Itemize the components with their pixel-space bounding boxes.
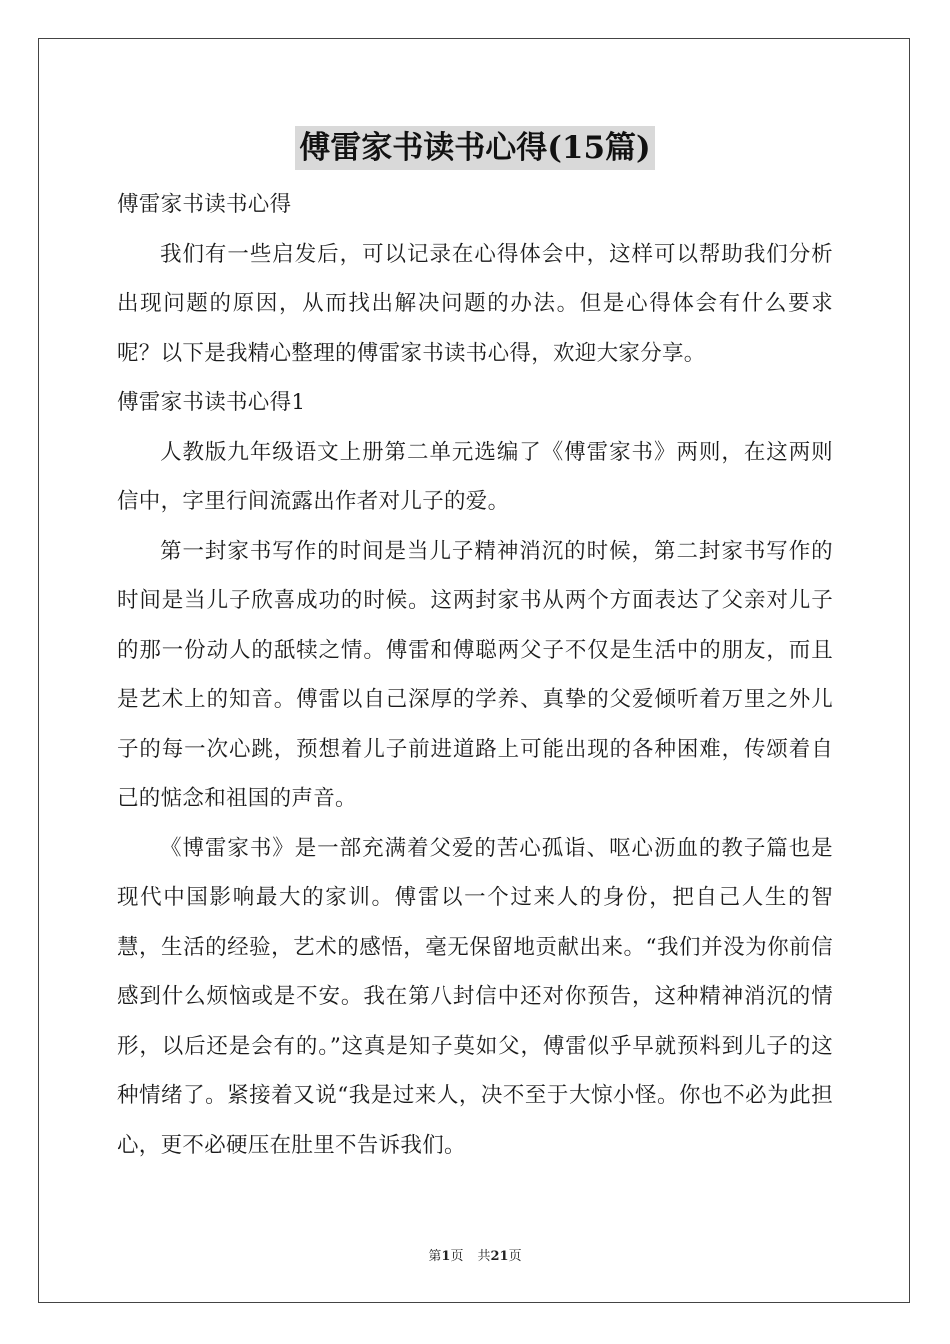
paragraph: 《博雷家书》是一部充满着父爱的苦心孤诣、呕心沥血的教子篇也是现代中国影响最大的家训。傅雷以一个过来人的身份，把自己人生的智慧，生活的经验，艺术的感悟，毫无保留地贡献出来。“我们并没为你前信感到什么烦恼或是不安。我在第八封信中还对你预告，这种精神消沉的情形，以后还是会有的。”这真是知子莫如父，傅雷似乎早就预料到儿子的这种情绪了。紧接着又说“我是过来人，决不至于大惊小怪。你也不必为此担心，更不必硬压在肚里不告诉我们。 (117, 835, 833, 1158)
page-suffix: 页 (450, 1249, 464, 1264)
total-pages: 21 (490, 1249, 509, 1264)
total-suffix: 页 (508, 1249, 522, 1264)
paragraph: 第一封家书写作的时间是当儿子精神消沉的时候，第二封家书写作的时间是当儿子欣喜成功的时候。这两封家书从两个方面表达了父亲对儿子的那一份动人的舐犊之情。傅雷和傅聪两父子不仅是生活中的朋友，而且是艺术上的知音。傅雷以自己深厚的学养、真挚的父爱倾听着万里之外儿子的每一次心跳，预想着儿子前进道路上可能出现的各种困难，传颂着自己的惦念和祖国的声音。 (117, 538, 833, 811)
page-footer (0, 1245, 950, 1264)
section-heading: 傅雷家书读书心得1 (117, 390, 306, 415)
paragraph: 人教版九年级语文上册第二单元选编了《傅雷家书》两则，在这两则信中，字里行间流露出作者对儿子的爱。 (117, 439, 833, 514)
total-prefix: 共 (477, 1249, 491, 1264)
page-number: 1 (441, 1249, 451, 1264)
document-title: 傅雷家书读书心得(15篇) (295, 126, 654, 170)
document-body (117, 180, 833, 1170)
paragraph: 我们有一些启发后，可以记录在心得体会中，这样可以帮助我们分析出现问题的原因，从而找出解决问题的办法。但是心得体会有什么要求呢？以下是我精心整理的傅雷家书读书心得，欢迎大家分享。 (117, 241, 833, 366)
page-prefix: 第 (428, 1249, 442, 1264)
title-container (0, 126, 950, 170)
paragraph: 傅雷家书读书心得 (117, 192, 292, 217)
